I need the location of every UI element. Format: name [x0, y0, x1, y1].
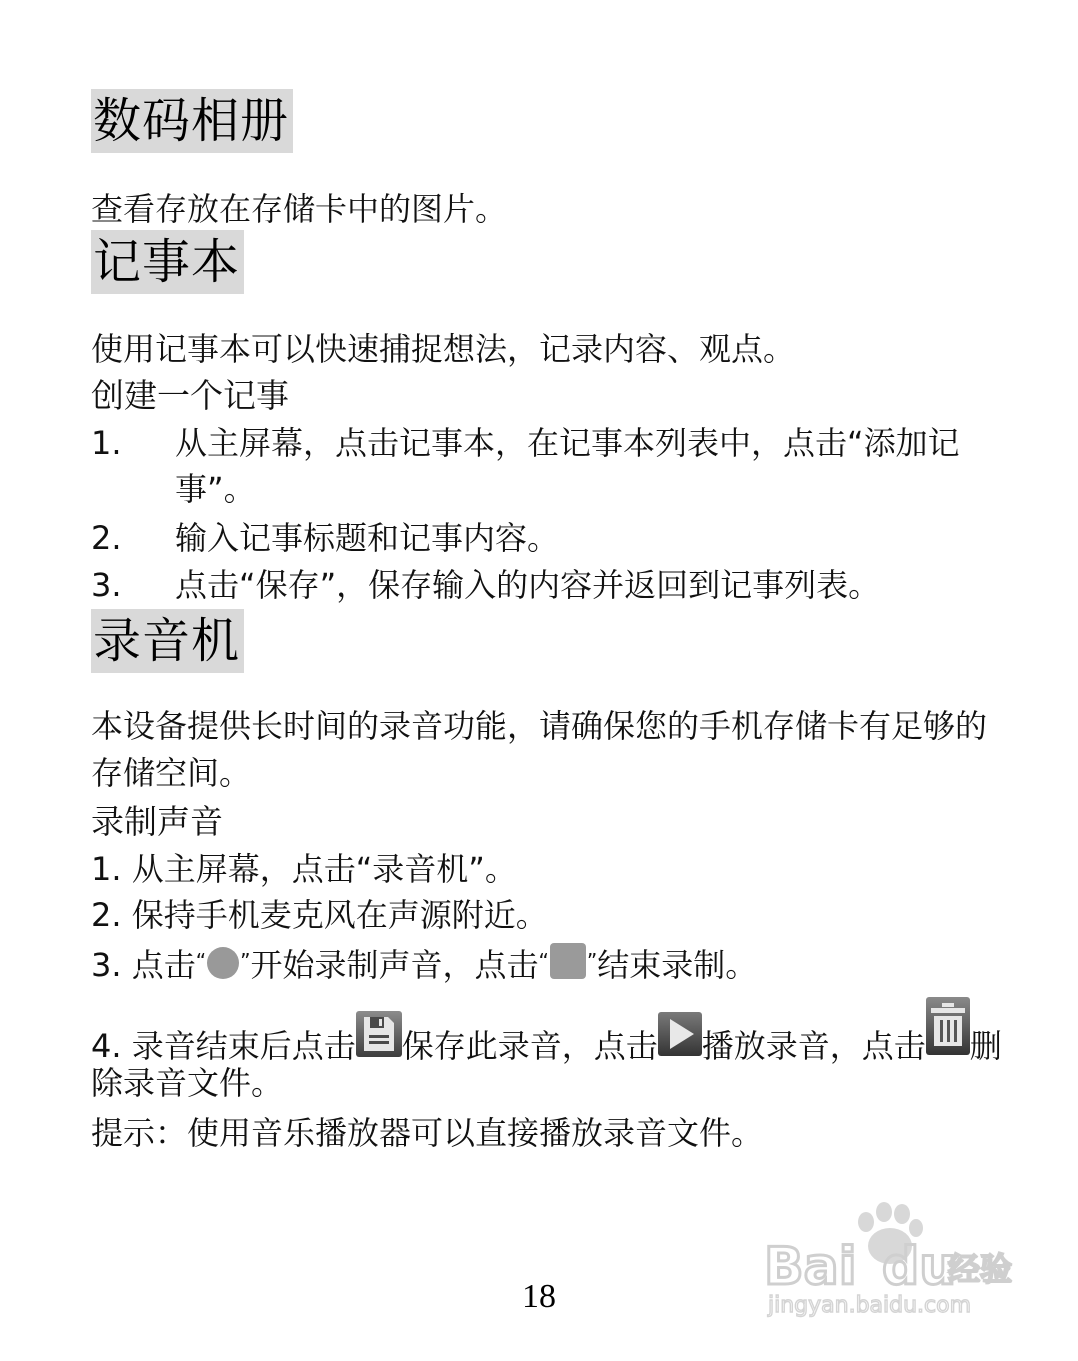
step4-after-delete: 删	[969, 1027, 1002, 1065]
step4-after-save: 保存此录音，点击	[401, 1027, 658, 1065]
notepad-step-1-line1: 从主屏幕，点击记事本，在记事本列表中，点击“添加记	[175, 424, 960, 462]
section-title-album: 数码相册	[91, 89, 293, 153]
notepad-step-3-number: 3.	[91, 566, 122, 604]
step3-open-quote-2: “	[538, 949, 549, 973]
svg-text:du: du	[882, 1237, 957, 1297]
notepad-step-2-text: 输入记事标题和记事内容。	[175, 519, 560, 557]
step4-prefix: 4. 录音结束后点击	[91, 1027, 356, 1065]
page-number: 18	[522, 1278, 556, 1315]
stop-square-icon	[550, 943, 586, 979]
notepad-step-3-text: 点击“保存”，保存输入的内容并返回到记事列表。	[175, 566, 881, 604]
notepad-subtitle: 创建一个记事	[91, 376, 289, 415]
recorder-description-line2: 存储空间。	[91, 754, 252, 792]
recorder-step-2: 2. 保持手机麦克风在声源附近。	[91, 896, 548, 934]
recorder-step-1: 1. 从主屏幕，点击“录音机”。	[91, 850, 517, 888]
notepad-description: 使用记事本可以快速捕捉想法，记录内容、观点。	[91, 330, 796, 368]
notepad-step-1-line2: 事”。	[175, 470, 256, 508]
floppy-disk-icon	[356, 1011, 402, 1069]
album-description: 查看存放在存储卡中的图片。	[91, 190, 508, 228]
recorder-step-4-line2: 除录音文件。	[91, 1064, 284, 1102]
notepad-step-2-number: 2.	[91, 519, 122, 557]
recorder-step-3	[91, 942, 757, 992]
step3-mid: 开始录制声音，点击	[250, 946, 539, 984]
notepad-step-1-number: 1.	[91, 424, 122, 462]
step3-suffix: 结束录制。	[597, 946, 758, 984]
section-title-recorder: 录音机	[91, 609, 244, 673]
play-icon	[658, 1012, 702, 1068]
trash-icon	[926, 997, 970, 1067]
section-title-notepad: 记事本	[91, 230, 244, 294]
recorder-subtitle: 录制声音	[91, 802, 223, 841]
svg-text:Bai: Bai	[764, 1237, 857, 1297]
step3-close-quote-2: ”	[586, 949, 598, 973]
svg-text:jingyan.baidu.com: jingyan.baidu.com	[768, 1293, 972, 1318]
recorder-description-line1: 本设备提供长时间的录音功能，请确保您的手机存储卡有足够的	[91, 707, 988, 745]
record-circle-icon	[207, 947, 239, 979]
step3-prefix: 3. 点击	[91, 946, 196, 984]
step4-after-play: 播放录音，点击	[701, 1027, 926, 1065]
step3-open-quote-1: “	[195, 949, 207, 973]
svg-text:经验: 经验	[948, 1250, 1013, 1288]
step3-close-quote-1: ”	[240, 949, 251, 973]
recorder-tip: 提示：使用音乐播放器可以直接播放录音文件。	[91, 1114, 764, 1152]
